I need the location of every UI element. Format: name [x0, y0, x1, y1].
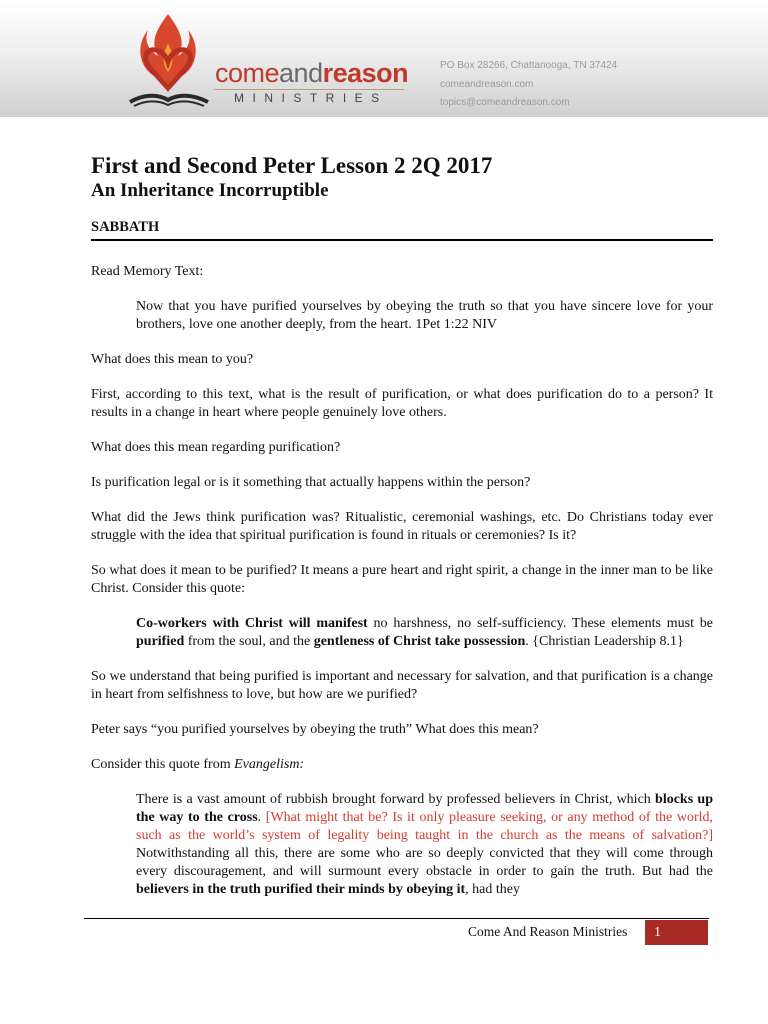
- paragraph: Read Memory Text:: [91, 264, 204, 279]
- quote-text: Notwithstanding all this, there are some who are so deeply convicted that they will come through every discouragement, and will surmount every obstacle in order to gain the truth. But had the: [136, 846, 713, 879]
- lesson-title: First and Second Peter Lesson 2 2Q 2017: [91, 153, 493, 178]
- quote-bold: blocks up the way to the cross: [136, 792, 713, 825]
- quote-text: , had they: [465, 882, 520, 897]
- brand-ministries: MINISTRIES: [234, 91, 388, 105]
- quote-text: from the soul, and the: [184, 634, 314, 649]
- brand-and: and: [279, 58, 323, 88]
- quote-bold: believers in the truth purified their minds by obeying it: [136, 882, 466, 897]
- brand-divider: [214, 89, 404, 90]
- quote-text: There is a vast amount of rubbish brought forward by professed believers in Christ, which: [136, 792, 656, 807]
- contact-website: comeandreason.com: [440, 78, 534, 90]
- paragraph: Peter says “you purified yourselves by obeying the truth” What does this mean?: [91, 722, 539, 737]
- evangelism-quote: [136, 791, 713, 899]
- paragraph: First, according to this text, what is the result of purification, or what does purification do to a person? It results in a change in heart where people genuinely love others.: [91, 387, 713, 420]
- contact-block: [440, 57, 617, 113]
- paragraph: What does this mean to you?: [91, 352, 254, 367]
- paragraph-text: Consider this quote from: [91, 757, 235, 772]
- quote-text: . {Christian Leadership 8.1}: [525, 634, 684, 649]
- footer-org: Come And Reason Ministries: [468, 924, 628, 939]
- quote-bold: gentleness of Christ take possession: [313, 634, 526, 649]
- quote-text: .: [257, 810, 266, 825]
- quote-text: no harshness, no self-sufficiency. These elements must be: [367, 616, 714, 631]
- quote-bold: purified: [136, 634, 185, 649]
- annotation-red: [What might that be? Is it only pleasure seeking, or any method of the world, such as the world’s system of legality being taught in the church as the means of salvation?]: [136, 810, 714, 843]
- brand-come: come: [215, 58, 280, 88]
- flame-heart-book-logo-icon: [128, 10, 210, 108]
- paragraph: [91, 756, 713, 774]
- memory-text-quote: Now that you have purified yourselves by obeying the truth so that you have sincere love for your brothers, love one another deeply, from the heart. 1Pet 1:22 NIV: [136, 299, 713, 332]
- brand-wordmark: [215, 58, 408, 88]
- contact-email: topics@comeandreason.com: [440, 97, 570, 108]
- page-number: 1: [645, 920, 708, 945]
- brand-reason: reason: [322, 58, 409, 88]
- footer-rule: [84, 918, 709, 919]
- book-title: Evangelism:: [234, 757, 305, 772]
- paragraph: Is purification legal or is it something that actually happens within the person?: [91, 475, 531, 490]
- lesson-subtitle: An Inheritance Incorruptible: [91, 180, 329, 201]
- leadership-quote: [136, 615, 713, 651]
- document-body: [91, 152, 713, 916]
- paragraph: What does this mean regarding purification?: [91, 440, 341, 455]
- paragraph: So we understand that being purified is important and necessary for salvation, and that purification is a change in heart from selfishness to love, but how are we purified?: [91, 669, 713, 702]
- contact-address: PO Box 28266, Chattanooga, TN 37424: [440, 60, 618, 71]
- paragraph: What did the Jews think purification was? Ritualistic, ceremonial washings, etc. Do Christians today ever struggle with the idea that spiritual purification is found in rituals or ceremonies? Is it?: [91, 510, 713, 543]
- letterhead: [0, 0, 768, 117]
- quote-bold: Co-workers with Christ will manifest: [136, 616, 368, 631]
- paragraph: So what does it mean to be purified? It means a pure heart and right spirit, a change in the inner man to be like Christ. Consider this quote:: [91, 563, 713, 596]
- section-heading: SABBATH: [91, 219, 713, 241]
